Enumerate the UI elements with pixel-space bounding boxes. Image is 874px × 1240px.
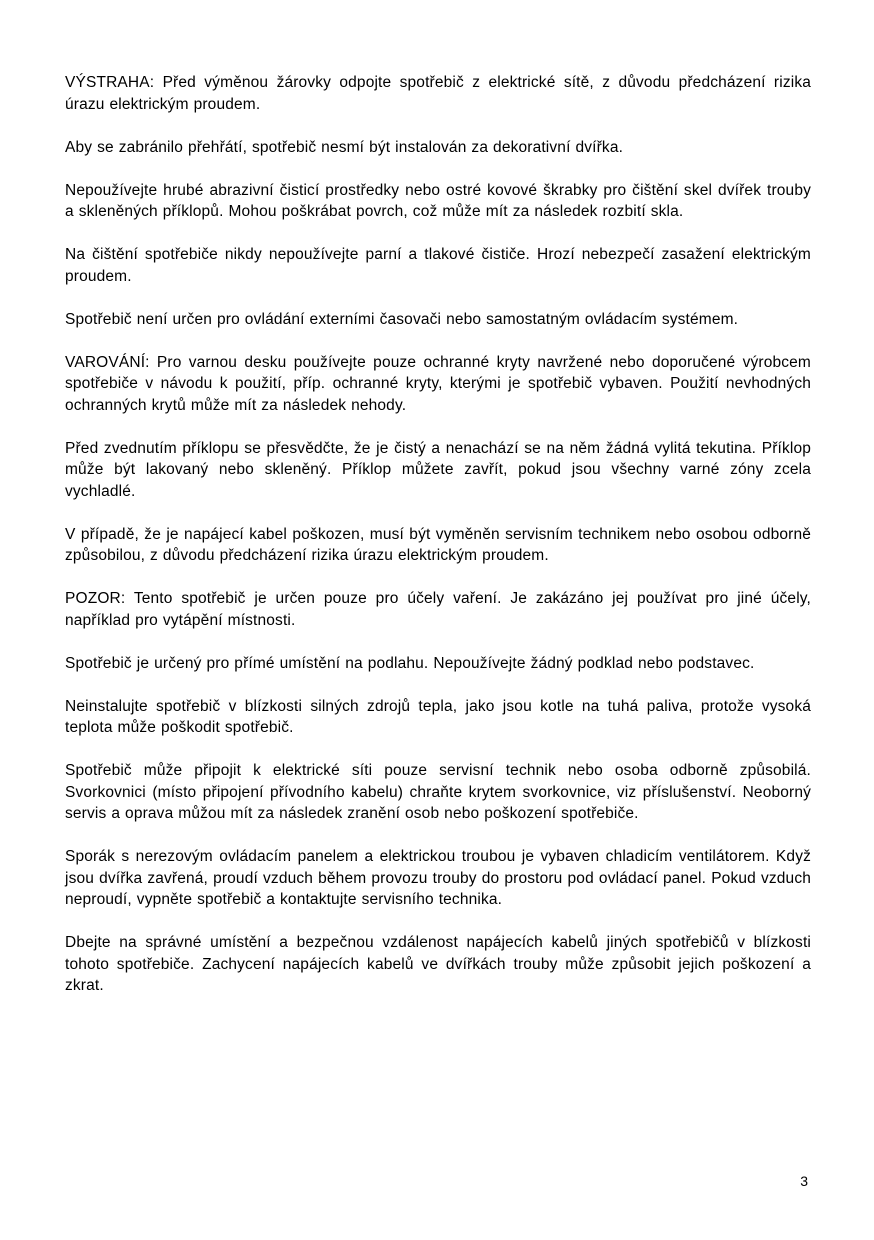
paragraph: Spotřebič je určený pro přímé umístění na podlahu. Nepoužívejte žádný podklad nebo podstavec.: [65, 654, 755, 672]
paragraph: Dbejte na správné umístění a bezpečnou vzdálenost napájecích kabelů jiných spotřebičů v blízkosti tohoto spotřebiče. Zachycení napájecích kabelů ve dvířkách trouby může způsobit jejich poškození a zkrat.: [65, 934, 811, 994]
paragraph: Sporák s nerezovým ovládacím panelem a elektrickou troubou je vybaven chladicím ventilátorem. Když jsou dvířka zavřená, proudí vzduch během provozu trouby do prostoru pod ovládací panel. Pokud vzduch neproudí, vypněte spotřebič a kontaktujte servisního technika.: [65, 848, 811, 908]
paragraph: Před zvednutím příklopu se přesvědčte, že je čistý a nenachází se na něm žádná vylitá tekutina. Příklop může být lakovaný nebo skleněný. Příklop můžete zavřít, pokud jsou všechny varné zóny zcela vychladlé.: [65, 439, 811, 500]
paragraph: VÝSTRAHA: Před výměnou žárovky odpojte spotřebič z elektrické sítě, z důvodu předcházení rizika úrazu elektrickým proudem.: [65, 74, 811, 113]
page-content: [65, 72, 811, 1018]
paragraph: POZOR: Tento spotřebič je určen pouze pro účely vaření. Je zakázáno jej používat pro jiné účely, například pro vytápění místnosti.: [65, 590, 811, 629]
paragraph: Spotřebič není určen pro ovládání externími časovači nebo samostatným ovládacím systémem.: [65, 310, 739, 328]
paragraph: Aby se zabránilo přehřátí, spotřebič nesmí být instalován za dekorativní dvířka.: [65, 138, 624, 156]
page-number: 3: [800, 1173, 808, 1189]
paragraph: Neinstalujte spotřebič v blízkosti silných zdrojů tepla, jako jsou kotle na tuhá paliva, protože vysoká teplota může poškodit spotřebič.: [65, 697, 811, 736]
paragraph: Na čištění spotřebiče nikdy nepoužívejte parní a tlakové čističe. Hrozí nebezpečí zasažení elektrickým proudem.: [65, 246, 811, 285]
paragraph: Spotřebič může připojit k elektrické síti pouze servisní technik nebo osoba odborně způsobilá. Svorkovnici (místo připojení přívodního kabelu) chraňte krytem svorkovnice, viz příslušenství. Neoborný servis a oprava můžou mít za následek zranění osob nebo poškození spotřebiče.: [65, 762, 811, 822]
paragraph: VAROVÁNÍ: Pro varnou desku používejte pouze ochranné kryty navržené nebo doporučené výrobcem spotřebiče v návodu k použití, příp. ochranné kryty, kterými je spotřebič vybaven. Použití nevhodných ochranných krytů může mít za následek nehody.: [65, 353, 811, 414]
paragraph: V případě, že je napájecí kabel poškozen, musí být vyměněn servisním technikem nebo osobou odborně způsobilou, z důvodu předcházení rizika úrazu elektrickým proudem.: [65, 525, 811, 564]
paragraph: Nepoužívejte hrubé abrazivní čisticí prostředky nebo ostré kovové škrabky pro čištění skel dvířek trouby a skleněných příklopů. Mohou poškrábat povrch, což může mít za následek rozbití skla.: [65, 181, 811, 220]
